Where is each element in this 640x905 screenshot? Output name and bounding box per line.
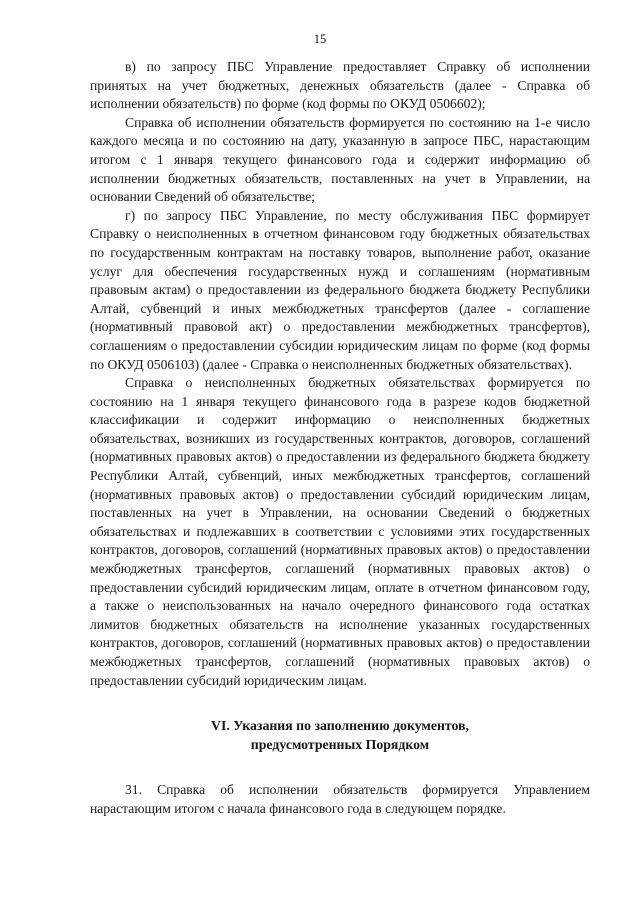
section-heading-line-1: VI. Указания по заполнению документов, — [211, 718, 469, 734]
document-body — [90, 58, 590, 819]
paragraph-v-spravka-request: в) по запросу ПБС Управление предоставляет Справку об исполнении принятых на учет бюджетных, денежных обязательств (далее - Справка об исполнении обязательств) по форме (код формы по ОКУД 0506602); — [90, 59, 590, 112]
paragraph-spravka-obligations: Справка об исполнении обязательств формируется по состоянию на 1-е число каждого месяца и по состоянию на дату, указанную в запросе ПБС, нарастающим итогом с 1 января текущего финансового года и содержит информацию об исполнении бюджетных обязательств, поставленных на учет в Управлении, на основании Сведений об обязательстве; — [90, 114, 590, 205]
section-heading-line-2: предусмотренных Порядком — [250, 736, 430, 752]
section-heading — [90, 717, 590, 754]
paragraph-g-unfulfilled-request: г) по запросу ПБС Управление, по месту обслуживания ПБС формирует Справку о неисполненных в отчетном финансовом году бюджетных обязательствах по государственным контрактам на поставку товаров, выполнение работ, оказание услуг для обеспечения государственных нужд и соглашениям (нормативным правовым актам) о предоставлении из федерального бюджета бюджету Республики Алтай, субвенций и иных межбюджетных трансфертов (далее - соглашение (нормативный правовой акт) о предоставлении межбюджетных трансфертов), соглашениям о предоставлении субсидии юридическим лицам по форме (код формы по ОКУД 0506103) (далее - Справка о неисполненных бюджетных обязательствах). — [90, 207, 590, 372]
paragraph-unfulfilled-obligations: Справка о неисполненных бюджетных обязательствах формируется по состоянию на 1 января текущего финансового года в разрезе кодов бюджетной классификации и содержит информацию о неисполненных бюджетных обязательствах, возникших из государственных контрактов, договоров, соглашений (нормативных правовых актов) о предоставлении из федерального бюджета бюджету Республики Алтай, субвенций, иных межбюджетных трансфертов, соглашений (нормативных правовых актов) о предоставлении субсидий юридическим лицам, поставленных на учет в Управлении, на основании Сведений о бюджетных обязательствах и подлежавших в соответствии с условиями этих государственных контрактов, договоров, соглашений (нормативных правовых актов) о предоставлении межбюджетных трансфертов, соглашений (нормативных правовых актов) о предоставлении субсидий юридическим лицам, оплате в отчетном финансовом году, а также о неиспользованных на начало очередного финансового года остатках лимитов бюджетных обязательств на исполнение указанных государственных контрактов, договоров, соглашений (нормативных правовых актов) о предоставлении межбюджетных трансфертов, соглашений (нормативных правовых актов) о предоставлении субсидий юридическим лицам. — [90, 375, 590, 688]
page-number: 15 — [313, 32, 327, 46]
paragraph-31: 31. Справка об исполнении обязательств формируется Управлением нарастающим итогом с начала финансового года в следующем порядке. — [90, 782, 590, 816]
